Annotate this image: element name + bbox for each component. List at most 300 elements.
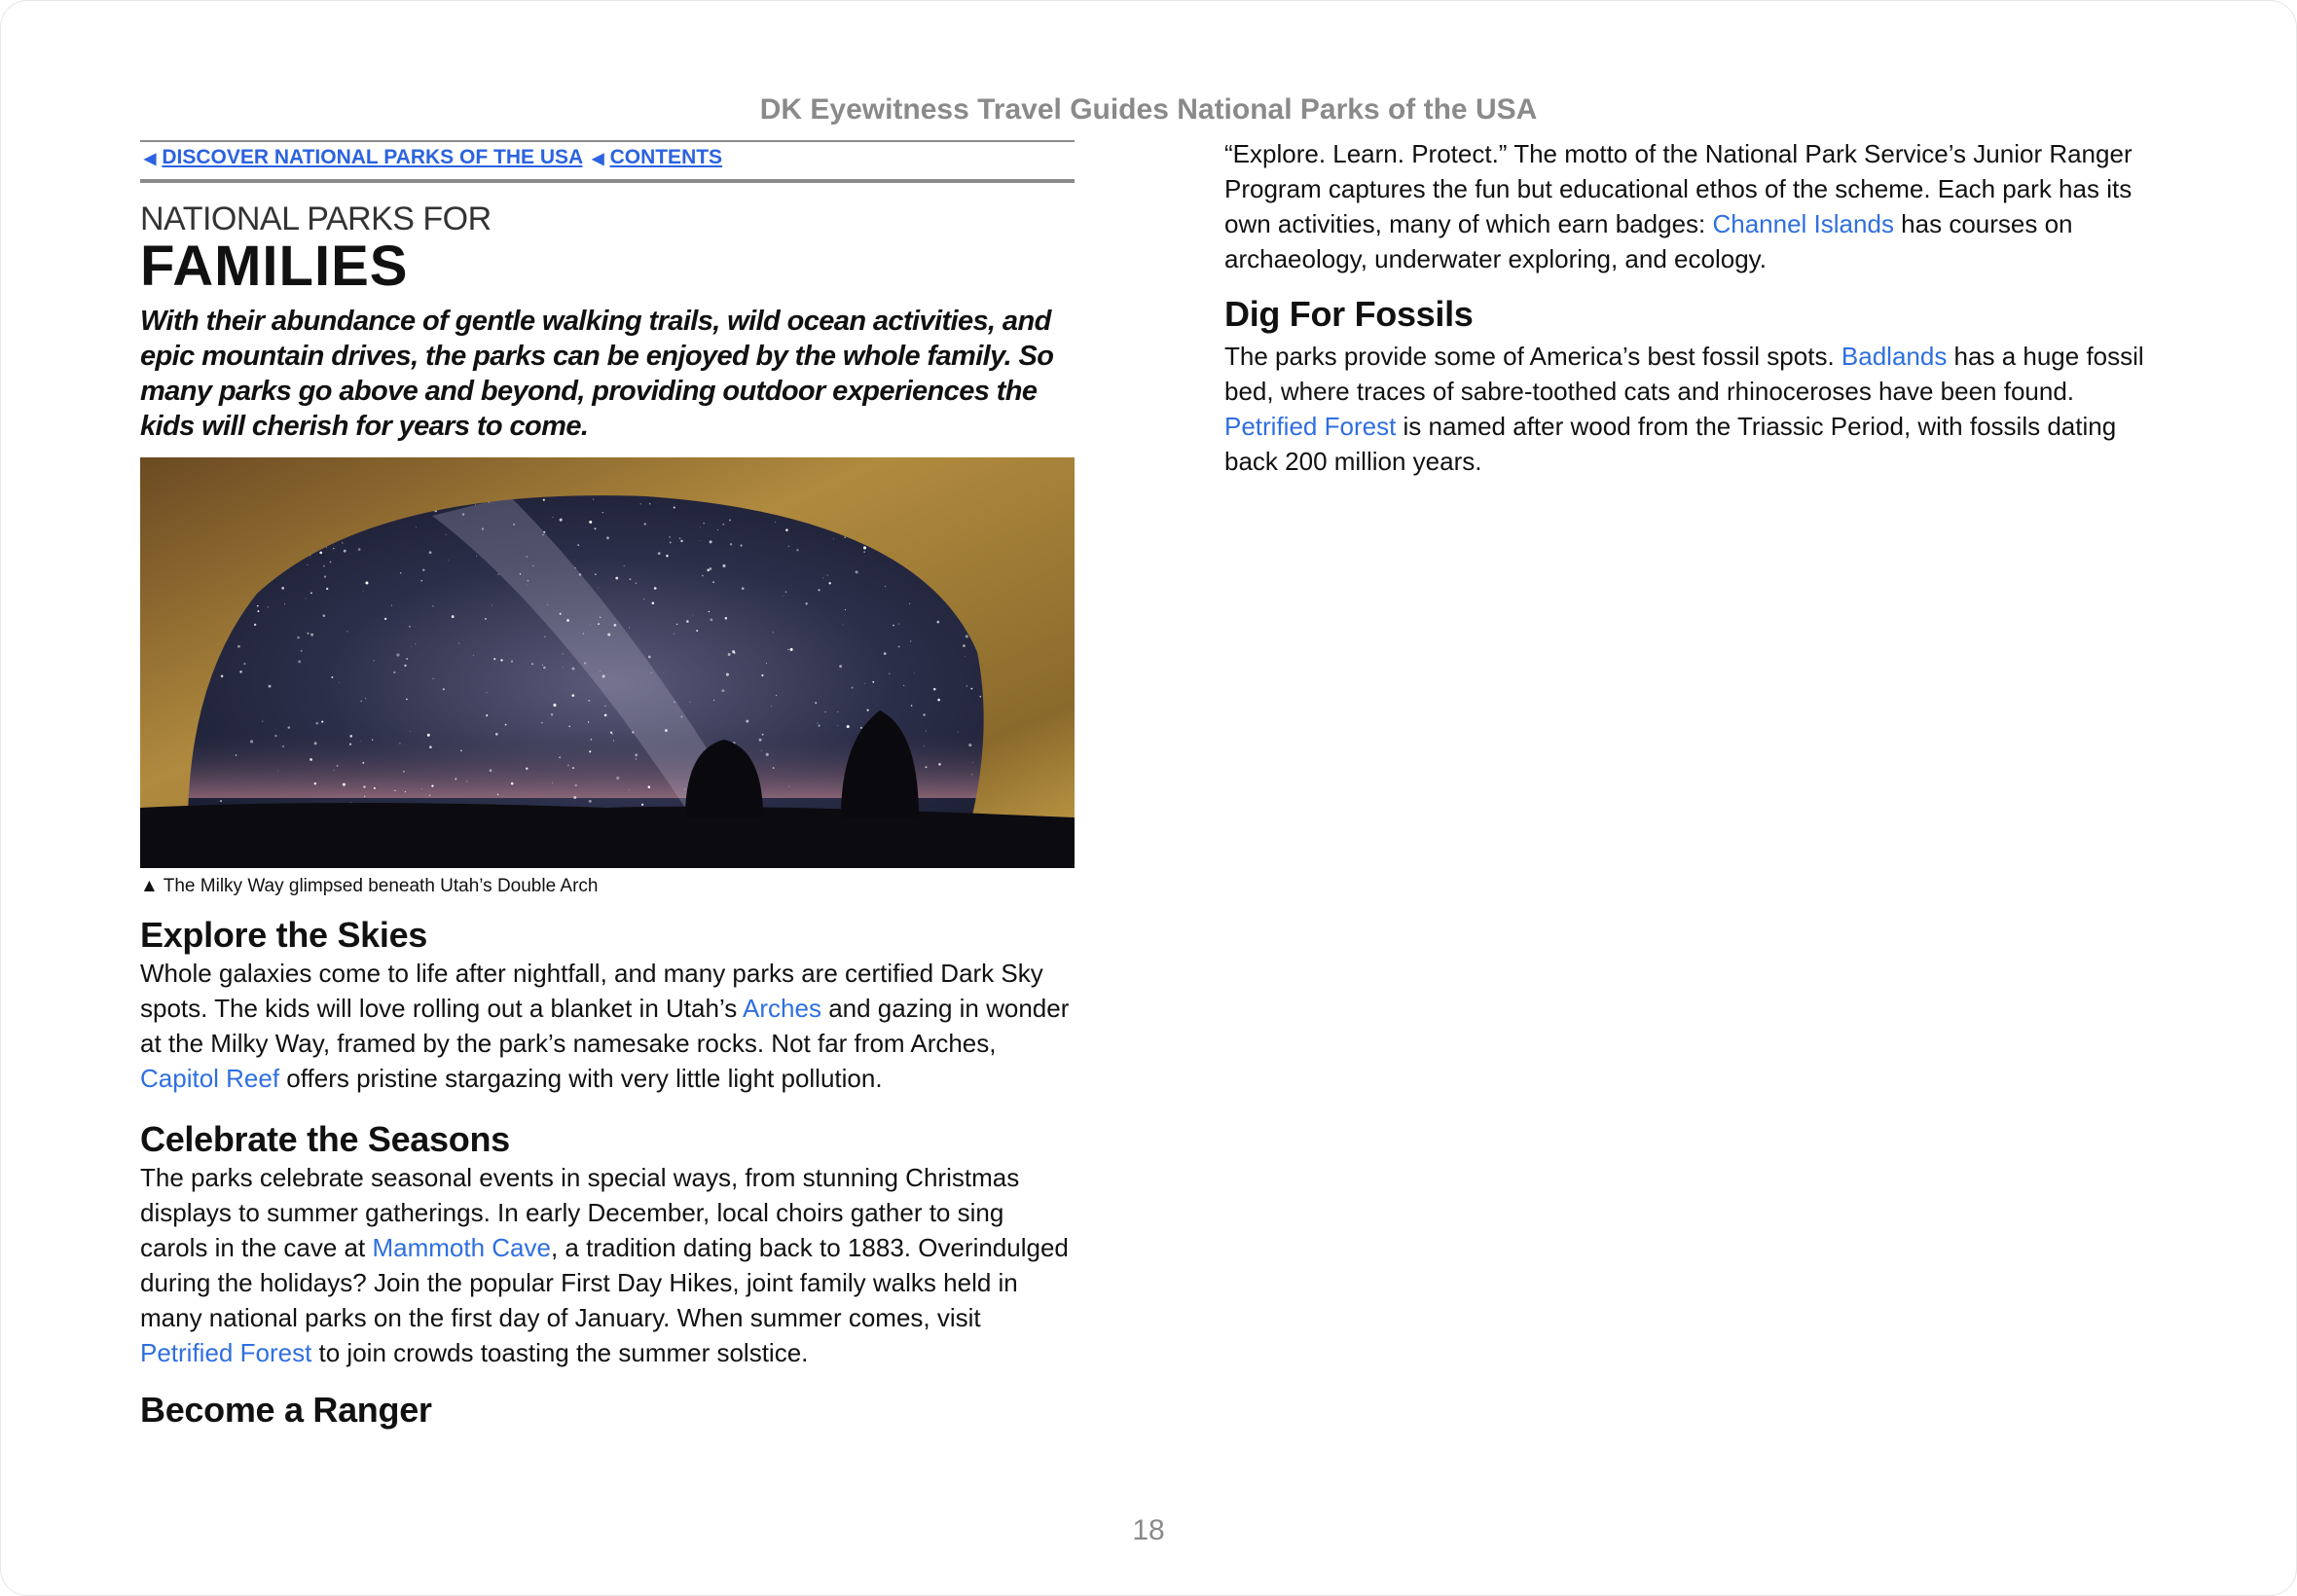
star <box>427 734 430 737</box>
star <box>373 660 374 661</box>
star <box>365 581 368 584</box>
star <box>269 685 272 688</box>
section-body: The parks celebrate seasonal events in special ways, from stunning Christmas displays to summer gatherings. In early December, local choirs gather to sing carols in the cave at Mammoth Cave, a tradition dating back to 1883. Overindulged during the holidays? Join the popular First Day Hikes, joint family walks held in many national parks on the first day of January. When summer comes, visit Petrified Forest to join crowds toasting the summer solstice. <box>140 1163 1069 1367</box>
star <box>361 701 362 702</box>
star <box>314 782 316 784</box>
star <box>552 782 553 783</box>
star <box>604 714 607 717</box>
star <box>867 709 869 711</box>
star <box>787 649 788 650</box>
star <box>243 663 245 665</box>
star <box>630 578 632 580</box>
star <box>572 668 575 671</box>
star <box>742 587 745 590</box>
star <box>473 655 474 656</box>
star <box>384 618 386 620</box>
mammoth-cave-link[interactable]: Mammoth Cave <box>372 1233 551 1262</box>
star <box>885 586 886 587</box>
star <box>707 569 710 572</box>
star <box>589 521 592 524</box>
star <box>924 745 925 746</box>
divider <box>140 179 1075 183</box>
star <box>721 689 724 692</box>
star <box>314 742 317 744</box>
star <box>500 659 502 661</box>
arches-link[interactable]: Arches <box>743 994 821 1023</box>
star <box>531 663 533 665</box>
star <box>936 621 939 624</box>
section-heading: Celebrate the Seasons <box>140 1119 510 1159</box>
star <box>636 583 637 584</box>
star <box>725 617 728 620</box>
star <box>710 618 712 621</box>
star <box>839 665 842 668</box>
star <box>511 782 514 785</box>
star <box>298 660 301 663</box>
star <box>761 750 762 751</box>
star <box>282 745 284 747</box>
star <box>965 656 966 657</box>
star <box>403 771 405 773</box>
star <box>722 564 725 567</box>
star <box>268 606 269 607</box>
star <box>406 699 408 701</box>
star <box>372 740 373 741</box>
star <box>497 794 499 796</box>
star <box>331 676 333 678</box>
star <box>236 754 237 755</box>
star <box>771 706 772 707</box>
star <box>746 720 748 723</box>
star <box>410 731 411 732</box>
star <box>573 796 576 799</box>
star <box>221 675 224 678</box>
star <box>860 727 862 729</box>
section-heading: Become a Ranger <box>140 1390 432 1430</box>
star <box>729 520 731 522</box>
star <box>411 646 412 647</box>
star <box>914 672 915 673</box>
star <box>577 544 579 546</box>
star <box>319 552 322 555</box>
star <box>433 678 434 679</box>
star <box>324 575 326 577</box>
star <box>466 781 467 782</box>
star <box>696 630 698 632</box>
star <box>363 591 364 592</box>
star <box>979 696 981 698</box>
star <box>404 665 406 667</box>
star <box>415 643 416 644</box>
star <box>563 654 564 655</box>
star <box>824 711 825 712</box>
star <box>649 503 650 504</box>
star <box>652 601 655 604</box>
star <box>666 555 668 557</box>
star <box>237 645 240 648</box>
star <box>446 534 447 535</box>
star <box>658 552 661 555</box>
star <box>843 624 844 625</box>
star <box>281 587 284 590</box>
star <box>856 570 858 573</box>
star <box>322 614 325 617</box>
star <box>713 700 714 701</box>
star <box>963 644 966 647</box>
star <box>741 545 743 547</box>
star <box>394 790 396 792</box>
star <box>972 762 973 763</box>
star <box>822 577 823 578</box>
star <box>498 574 499 575</box>
star <box>676 624 677 625</box>
discover-link[interactable]: DISCOVER NATIONAL PARKS OF THE USA <box>162 146 583 168</box>
star <box>326 547 327 548</box>
star <box>783 596 784 597</box>
star <box>775 522 776 523</box>
star <box>966 685 967 686</box>
star <box>785 528 788 531</box>
star <box>884 652 887 655</box>
star <box>730 543 732 545</box>
star <box>872 681 874 683</box>
star <box>766 753 769 756</box>
star <box>486 714 488 716</box>
star <box>925 766 927 768</box>
star <box>938 763 941 766</box>
star <box>323 565 325 567</box>
star <box>613 741 614 742</box>
channel-islands-link[interactable]: Channel Islands <box>1712 209 1894 238</box>
star <box>257 605 259 607</box>
star <box>421 580 422 581</box>
star <box>863 551 864 552</box>
star <box>679 538 680 539</box>
star <box>635 753 638 756</box>
star <box>785 591 786 592</box>
star <box>773 632 774 633</box>
star <box>431 785 433 787</box>
star <box>733 652 735 654</box>
star <box>702 575 704 577</box>
section-body: Whole galaxies come to life after nightfall, and many parks are certified Dark Sky spots. The kids will love rolling out a blanket in Utah’s Arches and gazing in wonder at the Milky Way, framed by the park’s namesake rocks. Not far from Arches, Capitol Reef offers pristine stargazing with very little light pollution. <box>140 959 1070 1093</box>
star <box>495 733 498 736</box>
star <box>250 740 253 743</box>
star <box>690 702 691 703</box>
star <box>829 582 831 584</box>
star <box>640 503 641 504</box>
star <box>833 538 834 539</box>
breadcrumb-nav <box>140 146 722 169</box>
star <box>911 705 913 707</box>
star <box>898 624 899 625</box>
star <box>703 523 705 525</box>
star <box>937 699 940 702</box>
star <box>602 512 603 513</box>
star <box>343 783 346 786</box>
star <box>284 603 285 604</box>
star <box>709 611 710 612</box>
star <box>262 721 263 722</box>
back-arrow-icon: ◀ <box>592 151 604 167</box>
star <box>490 769 492 772</box>
intro-text: With their abundance of gentle walking trails, wild ocean activities, and epic mountain drives, the parks can be enjoyed by the whole family. So many parks go above and beyond, providing outdoor experiences the kids will cherish for years to come. <box>140 306 1054 442</box>
star <box>553 704 556 707</box>
star <box>700 540 701 541</box>
star <box>759 739 762 742</box>
star <box>761 674 763 676</box>
star <box>654 587 657 590</box>
star <box>712 581 714 583</box>
star <box>893 625 894 627</box>
contents-link[interactable]: CONTENTS <box>609 146 723 168</box>
star <box>818 589 820 591</box>
star <box>568 726 569 727</box>
star <box>452 615 455 618</box>
star <box>393 671 395 673</box>
star <box>864 683 865 684</box>
star <box>847 725 850 728</box>
star <box>575 784 577 786</box>
star <box>485 618 487 620</box>
star <box>361 741 362 742</box>
star <box>257 610 259 612</box>
star <box>923 713 926 716</box>
star <box>806 602 808 604</box>
section-heading: Explore the Skies <box>140 915 428 955</box>
star <box>326 588 328 590</box>
star <box>789 786 790 787</box>
star <box>274 735 276 737</box>
star <box>358 548 361 551</box>
star <box>460 750 462 752</box>
ranger-body: “Explore. Learn. Protect.” The motto of the National Park Service’s Junior Ranger Program captures the fun but educational ethos of the scheme. Each park has its own activities, many of which earn badges: Channel Islands has courses on archaeology, underwater exploring, and ecology. <box>1224 139 2133 273</box>
star <box>416 526 417 527</box>
star <box>726 673 729 676</box>
star <box>629 789 630 790</box>
star <box>220 800 222 802</box>
book-title: DK Eyewitness Travel Guides National Parks of the USA <box>759 93 1538 126</box>
star <box>505 724 507 726</box>
star <box>310 593 312 595</box>
star <box>788 546 789 547</box>
star <box>710 540 712 543</box>
star <box>648 785 651 788</box>
star <box>636 758 637 759</box>
star <box>648 656 651 659</box>
star <box>837 711 838 712</box>
star <box>526 768 528 770</box>
star <box>553 517 554 518</box>
star <box>344 550 346 553</box>
star <box>572 767 574 769</box>
star <box>818 724 820 726</box>
star <box>448 560 449 561</box>
star <box>827 575 828 576</box>
star <box>306 598 307 599</box>
star <box>321 721 323 723</box>
star <box>346 631 347 632</box>
star <box>362 762 364 764</box>
star <box>349 744 351 745</box>
caption-marker-icon: ▲ <box>140 876 159 896</box>
star <box>421 788 422 789</box>
star <box>429 551 432 554</box>
photo-caption <box>140 876 598 897</box>
star <box>315 722 318 725</box>
star <box>776 695 777 696</box>
star <box>308 633 310 635</box>
star <box>254 624 256 626</box>
star <box>333 548 334 549</box>
star <box>599 588 600 589</box>
star <box>815 702 817 704</box>
star <box>863 546 866 549</box>
star <box>432 605 433 606</box>
star <box>686 620 689 623</box>
star <box>837 725 838 726</box>
star <box>589 800 592 803</box>
star <box>903 685 904 686</box>
star <box>616 777 619 780</box>
star <box>396 653 399 656</box>
star <box>277 771 278 772</box>
star <box>455 778 456 780</box>
star <box>664 672 665 673</box>
star <box>852 687 854 689</box>
page-title: FAMILIES <box>140 235 409 298</box>
star <box>669 536 671 538</box>
star <box>239 671 241 672</box>
star <box>773 767 775 769</box>
star <box>624 565 625 566</box>
badlands-link[interactable]: Badlands <box>1841 342 1948 371</box>
star <box>425 794 426 795</box>
star <box>958 732 959 733</box>
star <box>543 499 545 501</box>
star <box>700 526 701 527</box>
star <box>511 661 513 663</box>
star <box>909 603 910 604</box>
petrified-forest-link[interactable]: Petrified Forest <box>140 1338 312 1367</box>
right-column <box>1224 136 2159 479</box>
star <box>342 542 343 543</box>
section-heading: Dig For Fossils <box>1224 294 1474 334</box>
star <box>409 626 410 627</box>
star <box>567 765 569 767</box>
star <box>288 726 291 729</box>
star <box>560 519 563 522</box>
star <box>710 567 712 570</box>
petrified-forest-link[interactable]: Petrified Forest <box>1224 412 1397 441</box>
star <box>844 536 846 538</box>
star <box>674 507 675 509</box>
page-number: 18 <box>1132 1514 1165 1546</box>
star <box>889 673 890 674</box>
back-arrow-icon: ◀ <box>144 151 157 167</box>
star <box>845 609 846 610</box>
star <box>391 605 392 606</box>
star <box>443 688 445 690</box>
star <box>301 650 303 652</box>
star <box>310 634 313 636</box>
star <box>728 653 731 656</box>
star <box>766 663 767 664</box>
star <box>971 774 972 775</box>
star <box>493 658 495 660</box>
capitol-reef-link[interactable]: Capitol Reef <box>140 1064 280 1093</box>
star <box>337 765 339 767</box>
star <box>487 692 488 693</box>
section-become-ranger-heading <box>140 1390 1075 1431</box>
section-body: The parks provide some of America’s best fossil spots. Badlands has a huge fossil bed, where traces of sabre-toothed cats and rhinoceroses have been found. Petrified Forest is named after wood from the Triassic Period, with fossils dating back 200 million years. <box>1224 342 2144 476</box>
star <box>796 549 798 551</box>
star <box>429 745 432 748</box>
star <box>643 598 644 599</box>
star <box>406 658 408 660</box>
star <box>615 577 618 580</box>
star <box>543 667 545 669</box>
star <box>591 739 592 740</box>
star <box>693 616 694 617</box>
star <box>572 694 575 697</box>
star <box>641 804 643 806</box>
star <box>722 524 724 526</box>
milky-way-arch-photo <box>140 457 1075 868</box>
star <box>595 527 597 529</box>
star <box>363 785 365 787</box>
section-dig-fossils <box>1224 294 2159 479</box>
star <box>297 636 300 639</box>
star <box>968 744 971 746</box>
star <box>680 540 682 542</box>
star <box>817 722 818 723</box>
star <box>604 706 605 707</box>
star <box>374 787 376 789</box>
star <box>544 636 546 638</box>
star <box>933 688 936 691</box>
caption-text: The Milky Way glimpsed beneath Utah’s Double Arch <box>163 876 599 896</box>
star <box>422 568 425 571</box>
section-explore-skies <box>140 915 1075 1096</box>
star <box>541 722 543 724</box>
star <box>629 627 630 628</box>
star <box>307 564 308 565</box>
divider <box>140 140 1075 142</box>
star <box>674 634 675 635</box>
star <box>588 700 590 702</box>
star <box>670 541 672 543</box>
star <box>717 529 718 530</box>
star <box>339 682 340 683</box>
star <box>926 731 927 732</box>
star <box>405 791 406 792</box>
star <box>458 643 459 644</box>
section-celebrate-seasons <box>140 1119 1075 1370</box>
star <box>429 795 431 797</box>
star <box>762 734 764 736</box>
page-kicker: NATIONAL PARKS FOR <box>140 200 492 237</box>
star <box>966 635 968 637</box>
star <box>910 640 912 642</box>
star <box>559 756 561 758</box>
star <box>790 648 793 651</box>
star <box>310 758 312 761</box>
star <box>476 556 477 557</box>
star <box>551 713 554 716</box>
star <box>589 750 591 752</box>
star <box>611 733 612 734</box>
